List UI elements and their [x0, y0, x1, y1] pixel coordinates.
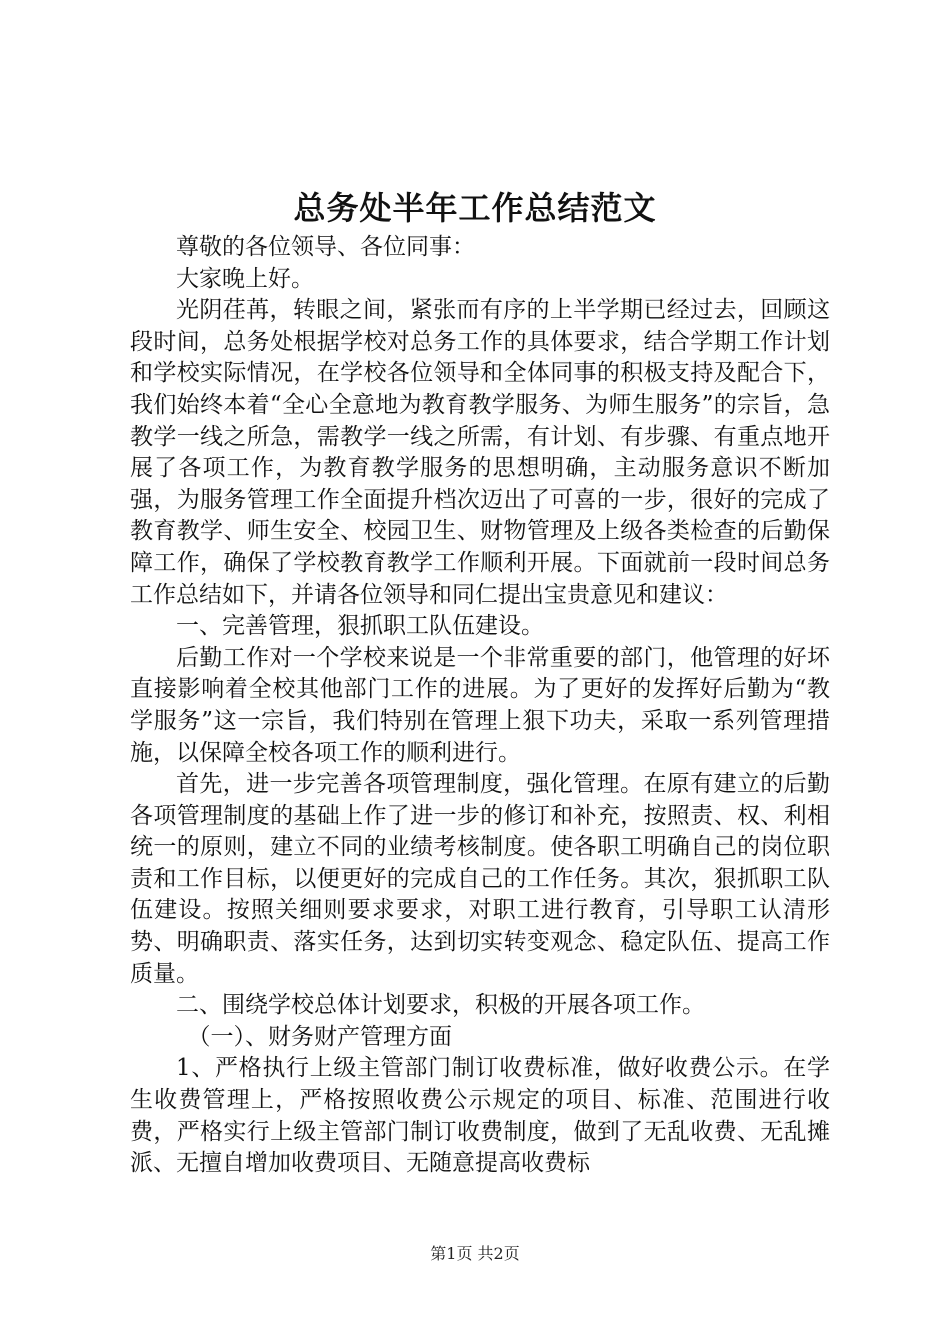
subsection-heading: （一）、财务财产管理方面 — [187, 1023, 452, 1050]
section-heading-2: 二、围绕学校总体计划要求，积极的开展各项工作。 — [176, 992, 705, 1019]
body-paragraph: 后勤工作对一个学校来说是一个非常重要的部门，他管理的好坏直接影响着全校其他部门工作的进展。为了更好的发挥好后勤为“教学服务”这一宗旨，我们特别在管理上狠下功夫，采取一系列管理措施，以保障全校各项工作的顺利进行。 — [130, 644, 830, 766]
document-title: 总务处半年工作总结范文 — [293, 189, 657, 227]
document-body — [130, 232, 830, 1180]
body-paragraph: 首先，进一步完善各项管理制度，强化管理。在原有建立的后勤各项管理制度的基础上作了进一步的修订和补充，按照责、权、利相统一的原则，建立不同的业绩考核制度。使各职工明确自己的岗位职责和工作目标，以便更好的完成自己的工作任务。其次，狠抓职工队伍建设。按照关细则要求要求，对职工进行教育，引导职工认清形势、明确职责、落实任务，达到切实转变观念、稳定队伍、提高工作质量。 — [130, 771, 830, 987]
salutation-paragraph: 尊敬的各位领导、各位同事： — [176, 234, 475, 260]
page-footer: 第1页 共2页 — [430, 1244, 520, 1263]
greeting-paragraph: 大家晚上好。 — [176, 265, 314, 292]
section-heading-1: 一、完善管理，狠抓职工队伍建设。 — [176, 613, 544, 640]
body-paragraph: 1、严格执行上级主管部门制订收费标准，做好收费公示。在学生收费管理上，严格按照收费公示规定的项目、标准、范围进行收费，严格实行上级主管部门制订收费制度，做到了无乱收费、无乱摊派、无擅自增加收费项目、无随意提高收费标 — [130, 1055, 830, 1177]
intro-paragraph: 光阴荏苒，转眼之间，紧张而有序的上半学期已经过去，回顾这段时间，总务处根据学校对总务工作的具体要求，结合学期工作计划和学校实际情况，在学校各位领导和全体同事的积极支持及配合下，我们始终本着“全心全意地为教育教学服务、为师生服务”的宗旨，急教学一线之所急，需教学一线之所需，有计划、有步骤、有重点地开展了各项工作，为教育教学服务的思想明确，主动服务意识不断加强，为服务管理工作全面提升档次迈出了可喜的一步，很好的完成了教育教学、师生安全、校园卫生、财物管理及上级各类检查的后勤保障工作，确保了学校教育教学工作顺利开展。下面就前一段时间总务工作总结如下，并请各位领导和同仁提出宝贵意见和建议： — [130, 297, 830, 608]
